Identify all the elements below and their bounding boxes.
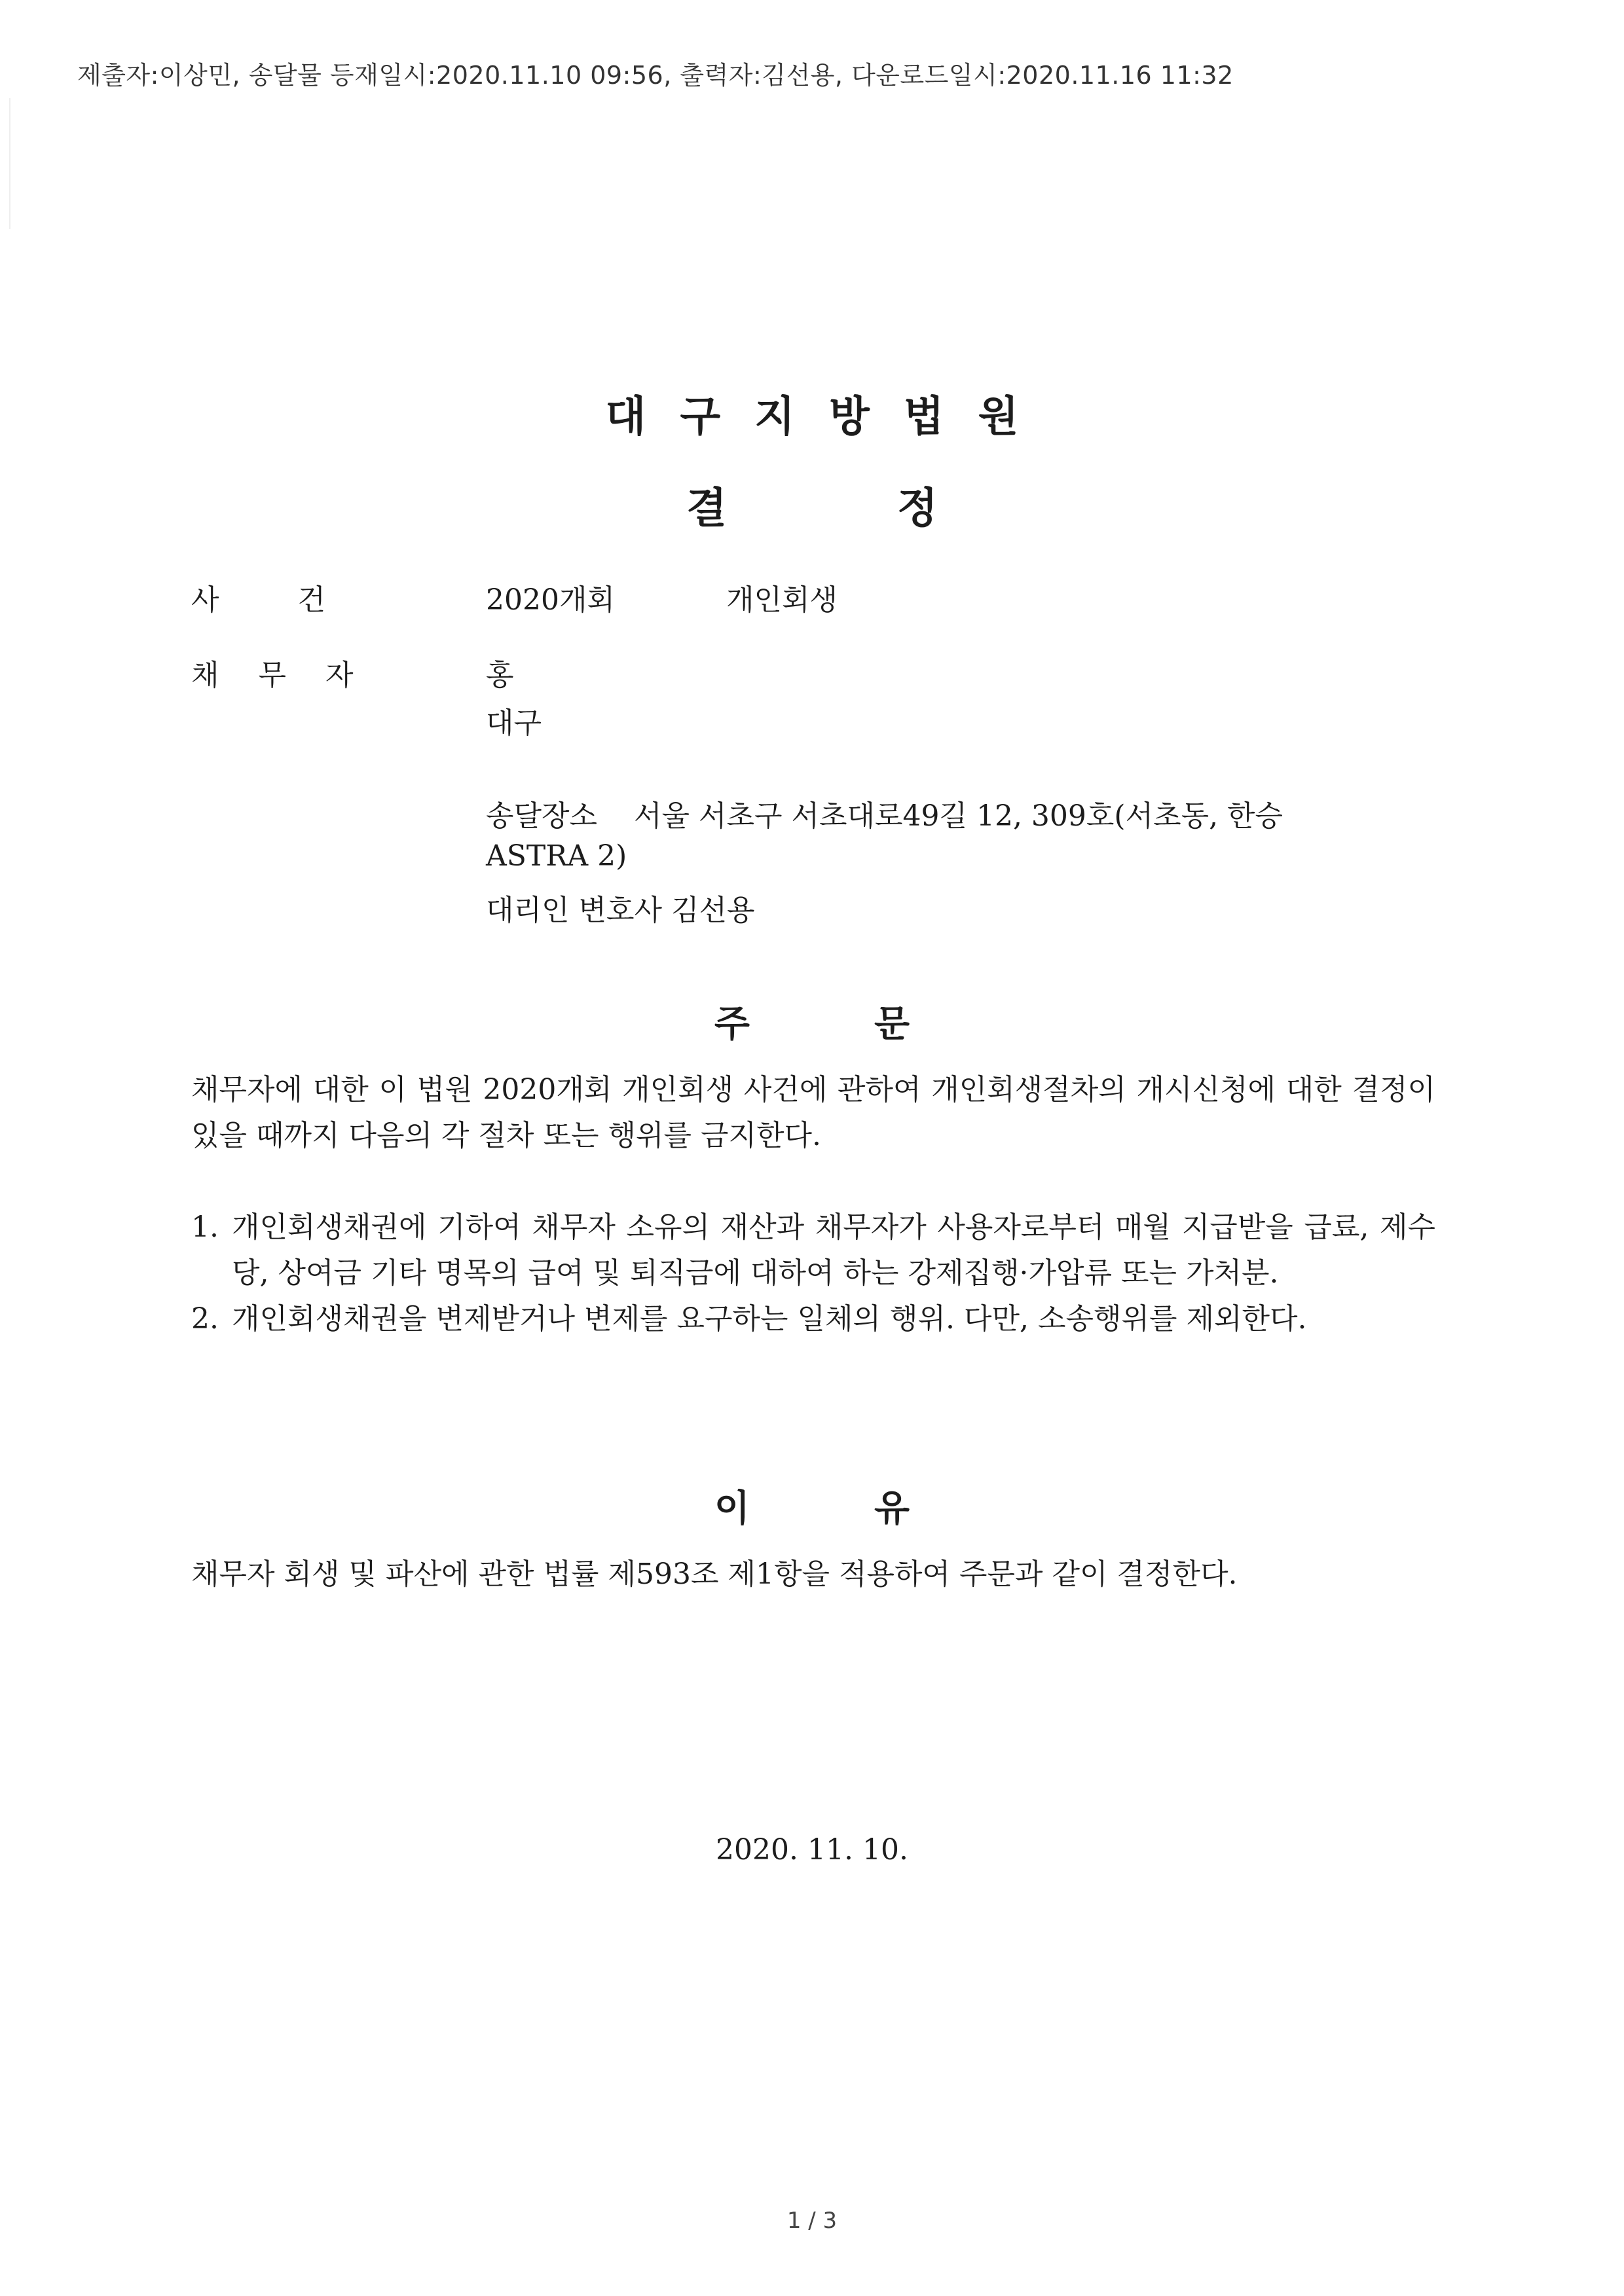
service-place-label: 송달장소 [486,799,598,833]
order-list [191,1205,1435,1342]
case-number: 2020개회 [486,583,615,617]
court-name: 대구지방법원 [605,393,1053,441]
debtor-label: 채무자 [191,659,393,692]
case-type: 개인회생 [726,583,838,617]
reason-heading: 이유 [714,1487,1035,1530]
service-place-address: 서울 서초구 서초대로49길 12, 309호(서초동, 한승 [633,799,1283,833]
order-item-number: 2. [191,1302,219,1336]
debtor-address: 대구 [486,706,542,740]
service-place-continued: ASTRA 2) [486,839,627,873]
case-label: 사건 [191,583,405,617]
decision-date: 2020. 11. 10. [716,1833,908,1867]
submission-header: 제출자:이상민, 송달물 등재일시:2020.11.10 09:56, 출력자:김선용, 다운로드일시:2020.11.16 11:32 [77,61,1234,90]
order-item [191,1205,1435,1296]
order-item-number: 1. [191,1211,219,1244]
debtor-name: 홍 [486,659,514,692]
order-item [191,1296,1435,1342]
page-number: 1 / 3 [786,2208,838,2234]
service-place [486,792,1283,834]
case-value [486,576,838,618]
order-intro: 채무자에 대한 이 법원 2020개회 개인회생 사건에 관하여 개인회생절차의 개시신청에 대한 결정이 있을 때까지 다음의 각 절차 또는 행위를 금지한다. [191,1073,1435,1152]
document-title: 결정 [686,484,1108,533]
order-item-text: 개인회생채권에 기하여 채무자 소유의 재산과 채무자가 사용자로부터 매월 지급받을 급료, 제수당, 상여금 기타 명목의 급여 및 퇴직금에 대하여 하는 강제집행·가압류 또는 가처분. [232,1211,1435,1290]
reason-text: 채무자 회생 및 파산에 관한 법률 제593조 제1항을 적용하여 주문과 같이 결정한다. [191,1558,1238,1591]
debtor-agent: 대리인 변호사 김선용 [486,894,755,927]
scan-edge-shadow [9,98,10,229]
order-heading: 주문 [714,1003,1035,1046]
order-item-text: 개인회생채권을 변제받거나 변제를 요구하는 일체의 행위. 다만, 소송행위를 제외한다. [232,1302,1307,1336]
